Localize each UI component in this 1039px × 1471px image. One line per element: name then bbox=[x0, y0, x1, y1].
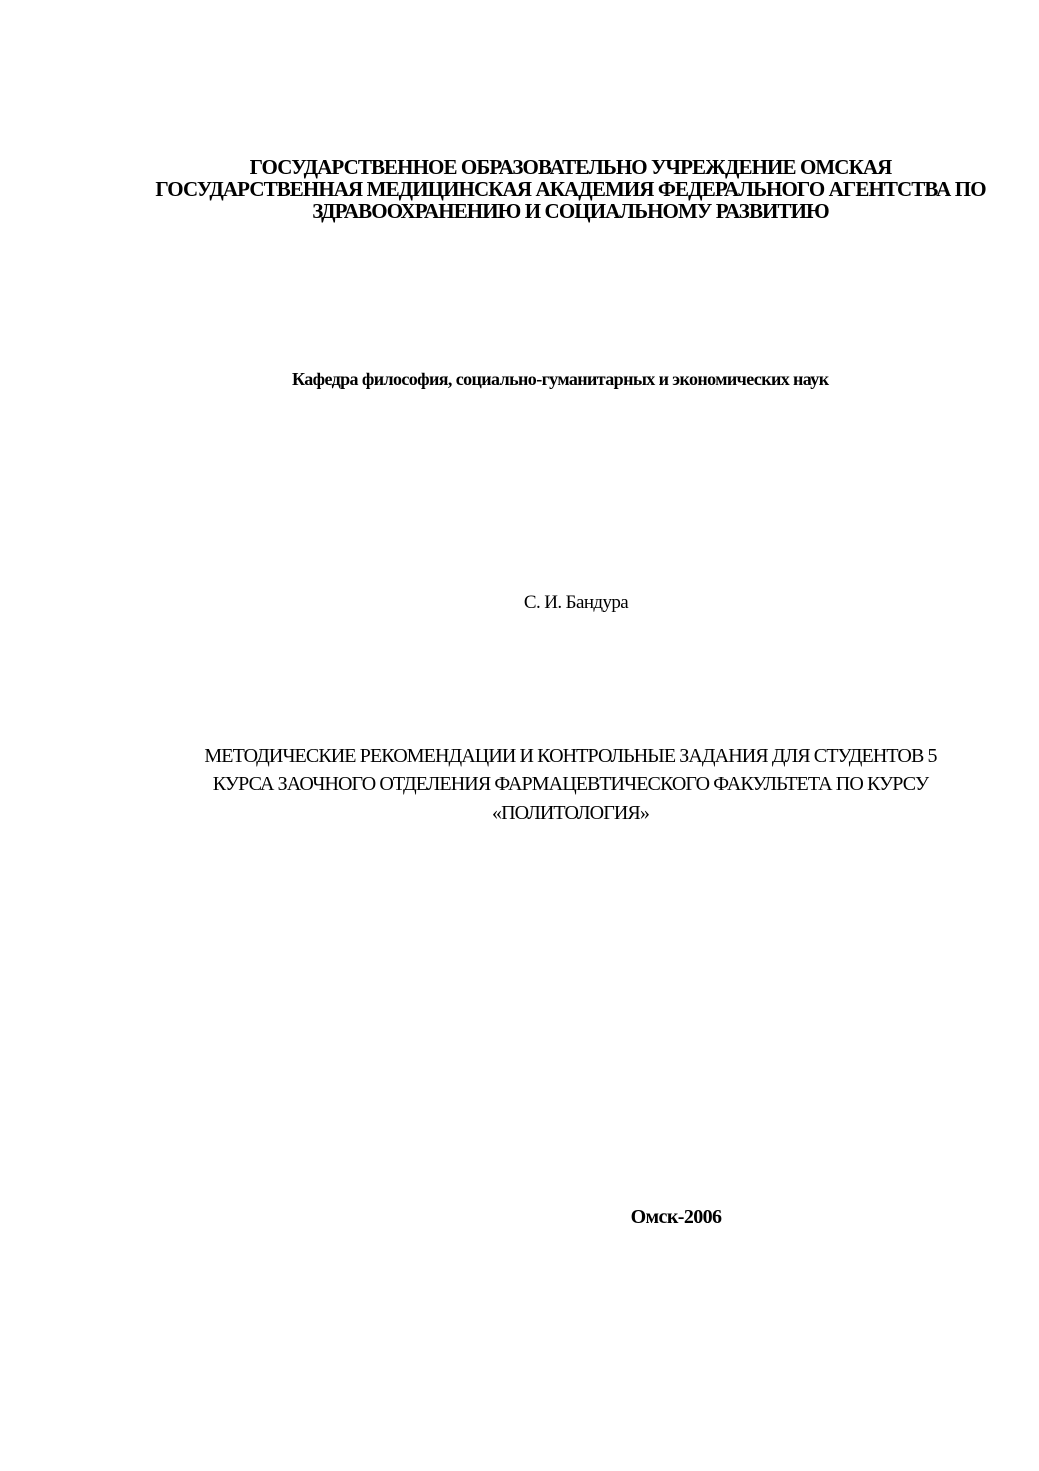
institution-line-1: ГОСУДАРСТВЕННОЕ ОБРАЗОВАТЕЛЬНО УЧРЕЖДЕНИЕ ОМСКАЯ bbox=[249, 155, 892, 179]
place-and-year: Омск-2006 bbox=[630, 1206, 722, 1228]
institution-line-2: ГОСУДАРСТВЕННАЯ МЕДИЦИНСКАЯ АКАДЕМИЯ ФЕДЕРАЛЬНОГО АГЕНТСТВА ПО bbox=[155, 177, 986, 201]
department-name: Кафедра философия, социально-гуманитарных и экономических наук bbox=[292, 369, 829, 389]
document-title-line-1: МЕТОДИЧЕСКИЕ РЕКОМЕНДАЦИИ И КОНТРОЛЬНЫЕ ЗАДАНИЯ ДЛЯ СТУДЕНТОВ 5 bbox=[204, 745, 937, 767]
institution-line-3: ЗДРАВООХРАНЕНИЮ И СОЦИАЛЬНОМУ РАЗВИТИЮ bbox=[312, 199, 829, 223]
document-title-line-2: КУРСА ЗАОЧНОГО ОТДЕЛЕНИЯ ФАРМАЦЕВТИЧЕСКОГО ФАКУЛЬТЕТА ПО КУРСУ bbox=[212, 773, 929, 795]
author-name: С. И. Бандура bbox=[523, 592, 629, 613]
document-title-line-3: «ПОЛИТОЛОГИЯ» bbox=[492, 802, 649, 824]
